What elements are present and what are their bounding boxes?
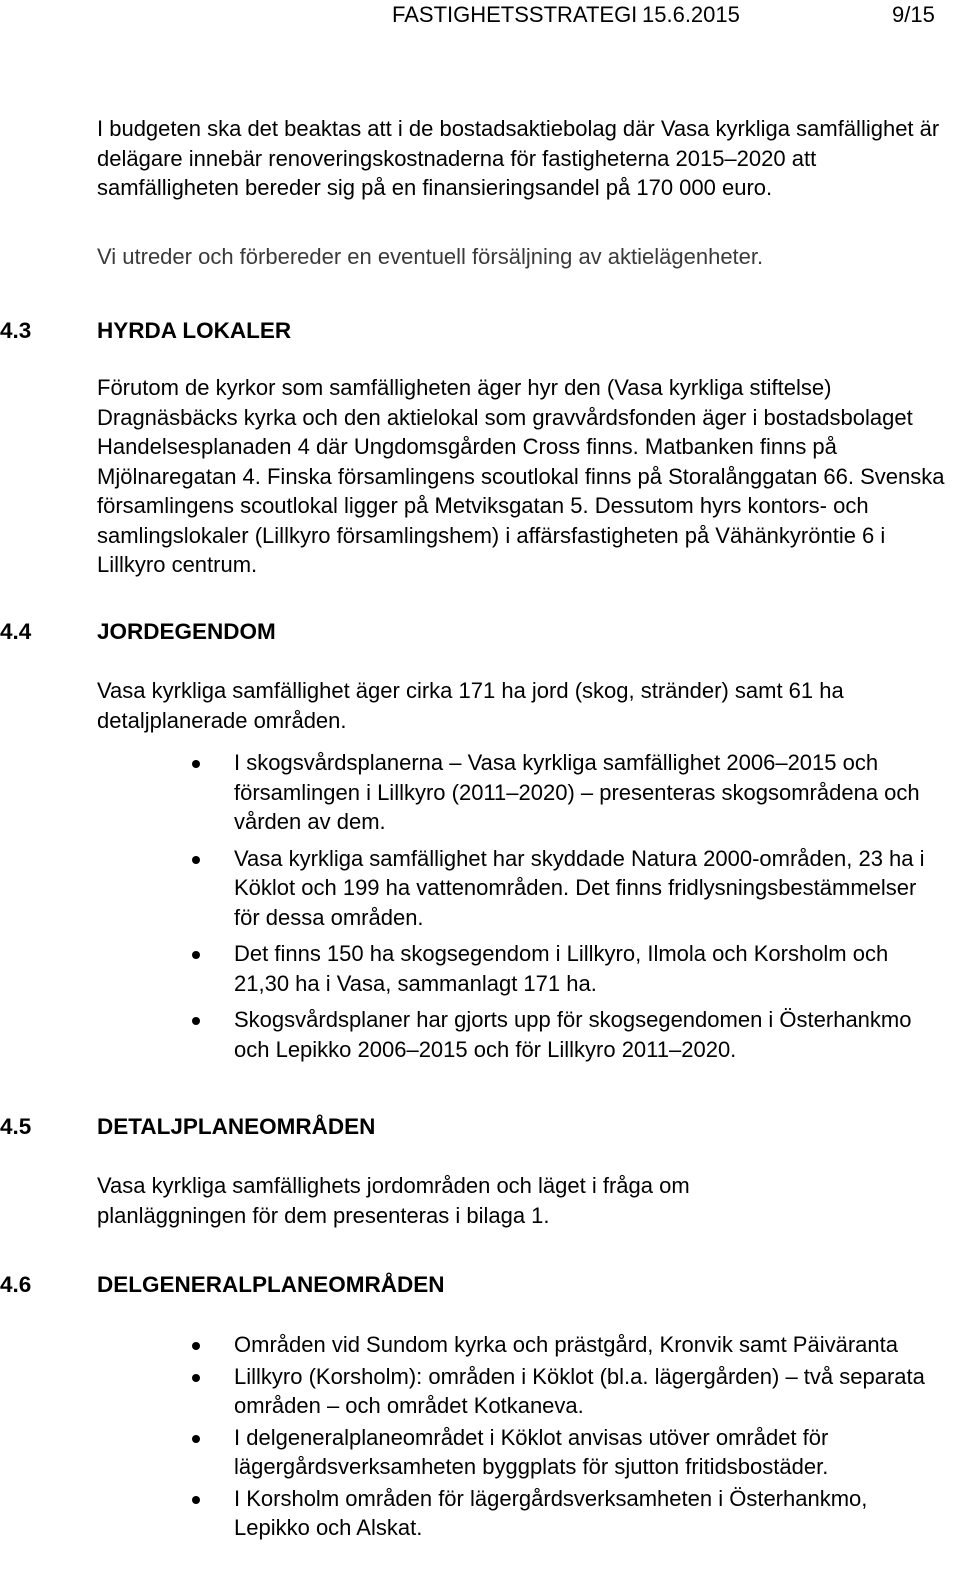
list-item-text: Vasa kyrkliga samfällighet har skyddade Natura 2000-områden, 23 ha i Köklot och 199 ha vattenområden. Det finns fridlysningsbestämmelser för dessa områden.	[234, 845, 925, 930]
bullet-icon	[192, 1017, 200, 1025]
list-item-text: Det finns 150 ha skogsegendom i Lillkyro, Ilmola och Korsholm och 21,30 ha i Vasa, sammanlagt 171 ha.	[234, 941, 889, 996]
bullet-icon	[192, 951, 200, 959]
intro-paragraph-budget: I budgeten ska det beaktas att i de bostadsaktiebolag där Vasa kyrkliga samfällighet är delägare innebär renoveringskostnaderna för fastigheterna 2015–2020 att samfälligheten bereder sig på en finansieringsandel på 170 000 euro.	[97, 116, 940, 200]
intro-paragraph-sale: Vi utreder och förbereder en eventuell försäljning av aktielägenheter.	[97, 244, 764, 269]
section-title: DETALJPLANEOMRÅDEN	[97, 1114, 376, 1139]
bullet-list-jordegendom	[0, 748, 960, 1071]
header-page-number: 9/15	[892, 2, 935, 27]
bullet-icon	[192, 1496, 200, 1504]
section-number: 4.3	[0, 318, 32, 343]
bullet-icon	[192, 1342, 200, 1350]
section-number: 4.5	[0, 1114, 32, 1139]
list-item-text: Områden vid Sundom kyrka och prästgård, Kronvik samt Päiväranta	[234, 1332, 898, 1357]
page-header	[392, 2, 952, 28]
bullet-icon	[192, 856, 200, 864]
list-item-text: Lillkyro (Korsholm): områden i Köklot (bl.a. lägergården) – två separata områden – och området Kotkaneva.	[234, 1363, 925, 1418]
list-item-text: I delgeneralplaneområdet i Köklot anvisas utöver området för lägergårdsverksamheten byggplats för sjutton fritidsbostäder.	[234, 1424, 829, 1479]
bullet-icon	[192, 760, 200, 768]
list-item	[0, 1423, 944, 1482]
section-title: JORDEGENDOM	[97, 619, 276, 644]
section-title: DELGENERALPLANEOMRÅDEN	[97, 1272, 445, 1297]
list-item	[0, 748, 944, 837]
list-item-text: I skogsvårdsplanerna – Vasa kyrkliga samfällighet 2006–2015 och församlingen i Lillkyro (2011–2020) – presenteras skogsområdena och vården av dem.	[234, 750, 920, 834]
section-text-4-3: Förutom de kyrkor som samfälligheten äger hyr den (Vasa kyrkliga stiftelse) Dragnäsbäcks kyrka och den aktielokal som gravvårdsfonden äger i bostadsbolaget Handelsesplanaden 4 där Ungdomsgården Cross finns. Matbanken finns på Mjölnaregatan 4. Finska församlingens scoutlokal finns på Storalånggatan 66. Svenska församlingens scoutlokal ligger på Metviksgatan 5. Dessutom hyrs kontors- och samlingslokaler (Lillkyro församlingshem) i affärsfastigheten på Vähänkyröntie 6 i Lillkyro centrum.	[97, 375, 945, 577]
list-item	[0, 1362, 944, 1421]
header-title: FASTIGHETSSTRATEGI	[392, 2, 638, 27]
bullet-list-delgeneralplan	[0, 1330, 960, 1545]
list-item-text: I Korsholm områden för lägergårdsverksamheten i Österhankmo, Lepikko och Alskat.	[234, 1485, 868, 1540]
list-item	[0, 1484, 944, 1543]
list-item	[0, 1330, 944, 1360]
header-date: 15.6.2015	[642, 2, 740, 27]
section-title: HYRDA LOKALER	[97, 318, 292, 343]
list-item	[0, 844, 944, 933]
list-item	[0, 1005, 944, 1064]
section-number: 4.6	[0, 1272, 32, 1297]
list-item	[0, 939, 944, 998]
bullet-icon	[192, 1435, 200, 1443]
section-text-4-4: Vasa kyrkliga samfällighet äger cirka 171 ha jord (skog, stränder) samt 61 ha detaljplanerade områden.	[97, 678, 844, 733]
bullet-icon	[192, 1374, 200, 1382]
list-item-text: Skogsvårdsplaner har gjorts upp för skogsegendomen i Österhankmo och Lepikko 2006–2015 och för Lillkyro 2011–2020.	[234, 1007, 912, 1062]
section-number: 4.4	[0, 619, 32, 644]
section-text-4-5: Vasa kyrkliga samfällighets jordområden och läget i fråga om planläggningen för dem presenteras i bilaga 1.	[97, 1173, 690, 1228]
